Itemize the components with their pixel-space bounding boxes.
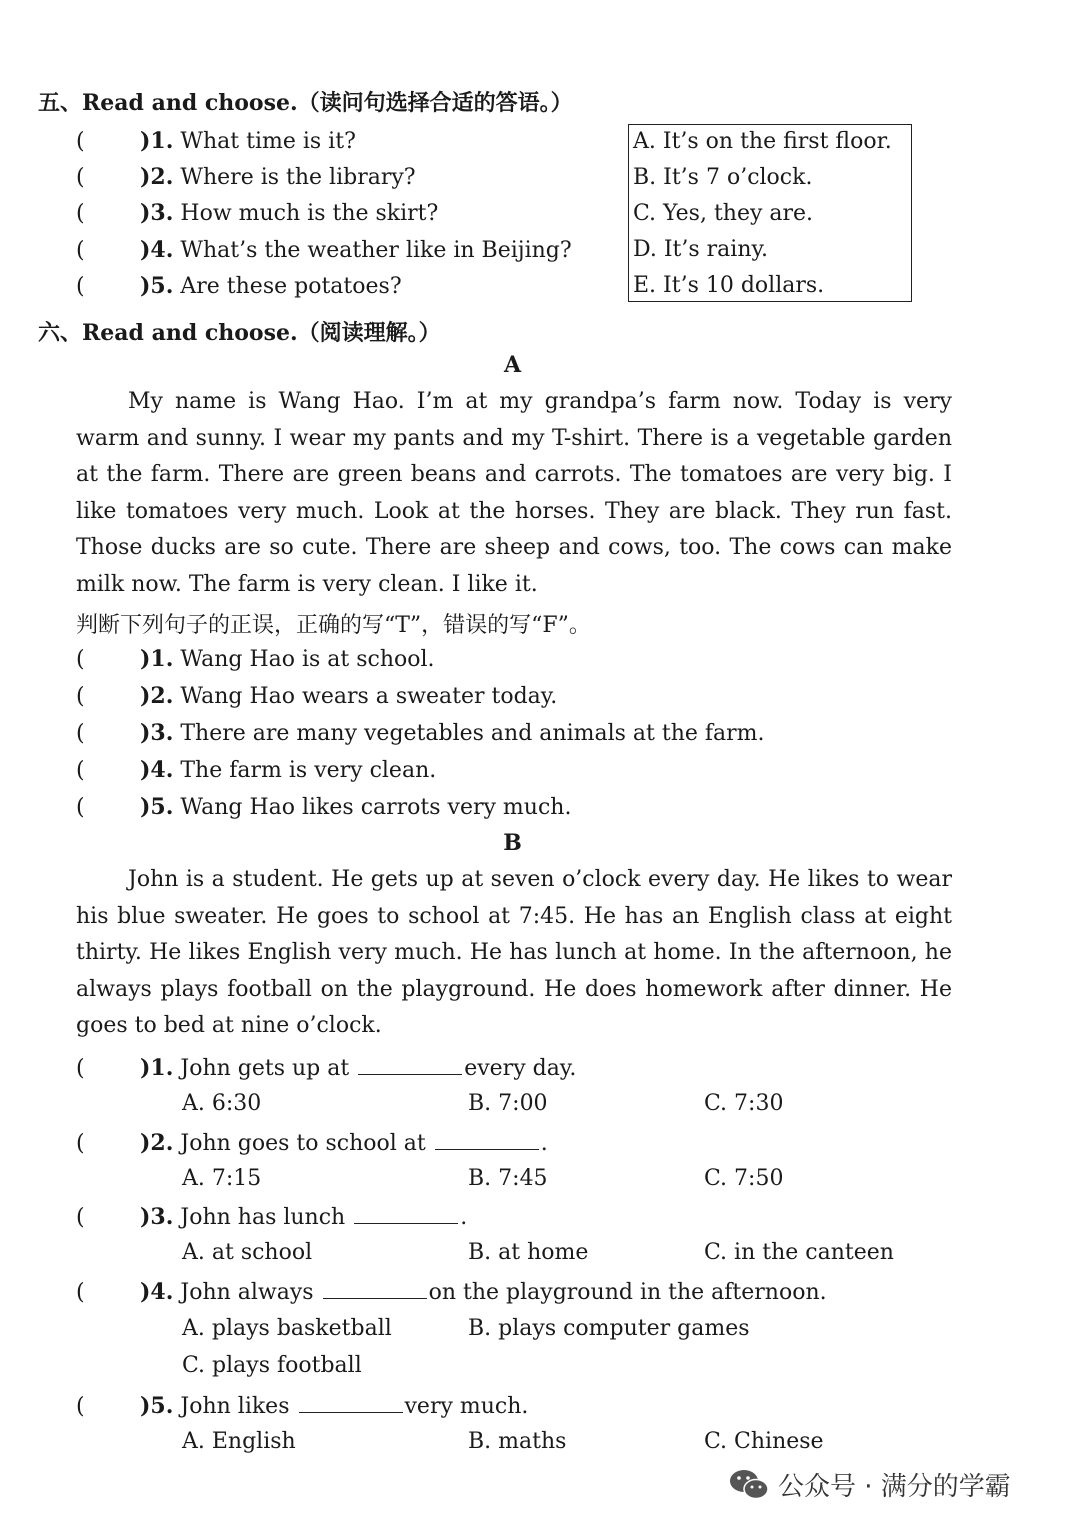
answer-option-b: B. It’s 7 o’clock.	[633, 165, 813, 190]
answer-blank	[358, 1052, 462, 1075]
answer-blank	[323, 1276, 427, 1299]
b4-choice-c: C. plays football	[182, 1353, 362, 1378]
b-question-4: ( )4. John always on the playground in the afternoon.	[76, 1276, 827, 1306]
answer-option-c: C. Yes, they are.	[633, 201, 814, 226]
b2-choice-c: C. 7:50	[704, 1166, 784, 1191]
s5-question-5: ( )5. Are these potatoes?	[76, 273, 402, 299]
a-question-3: ( )3. There are many vegetables and animals at the farm.	[76, 720, 765, 746]
b5-choice-c: C. Chinese	[704, 1429, 824, 1454]
wechat-icon	[728, 1467, 770, 1503]
a-question-5: ( )5. Wang Hao likes carrots very much.	[76, 794, 572, 820]
s5-question-4: ( )4. What’s the weather like in Beijing?	[76, 237, 572, 263]
s5-question-3: ( )3. How much is the skirt?	[76, 200, 439, 226]
b2-choice-a: A. 7:15	[182, 1166, 262, 1191]
answer-option-d: D. It’s rainy.	[633, 237, 768, 262]
answer-options-box	[628, 124, 912, 302]
answer-blank	[435, 1127, 539, 1150]
b-question-3: ( )3. John has lunch .	[76, 1201, 467, 1231]
b5-choice-b: B. maths	[468, 1429, 567, 1454]
answer-option-a: A. It’s on the first floor.	[633, 129, 892, 154]
b4-choice-b: B. plays computer games	[468, 1316, 750, 1341]
section-6-title: 六、Read and choose.（阅读理解。）	[38, 320, 441, 346]
b-question-1: ( )1. John gets up at every day.	[76, 1052, 576, 1082]
a-question-4: ( )4. The farm is very clean.	[76, 757, 437, 783]
passage-b-text: John is a student. He gets up at seven o’clock every day. He likes to wear his blue sweater. He goes to school at 7:45. He has an English class at eight thirty. He likes English very much. He has lunch at home. In the afternoon, he always plays football on the playground. He does homework after dinner. He goes to bed at nine o’clock.	[76, 867, 952, 1039]
passage-b-label: B	[503, 830, 522, 856]
passage-a-instruction: 判断下列句子的正误，正确的写“T”，错误的写“F”。	[76, 613, 591, 638]
b1-choice-c: C. 7:30	[704, 1091, 784, 1116]
section-5-title: 五、Read and choose.（读问句选择合适的答语。）	[38, 90, 573, 116]
passage-a-label: A	[503, 352, 522, 378]
a-question-1: ( )1. Wang Hao is at school.	[76, 646, 435, 672]
b-question-5: ( )5. John likes very much.	[76, 1390, 528, 1420]
b1-choice-a: A. 6:30	[182, 1091, 262, 1116]
a-question-2: ( )2. Wang Hao wears a sweater today.	[76, 683, 558, 709]
b5-choice-a: A. English	[182, 1429, 296, 1454]
wechat-footer	[728, 1466, 1011, 1503]
b3-choice-a: A. at school	[182, 1240, 313, 1265]
b-question-2: ( )2. John goes to school at .	[76, 1127, 548, 1157]
b3-choice-b: B. at home	[468, 1240, 589, 1265]
passage-a-text: My name is Wang Hao. I’m at my grandpa’s farm now. Today is very warm and sunny. I wear my pants and my T-shirt. There is a vegetable garden at the farm. There are green beans and carrots. The tomatoes are very big. I like tomatoes very much. Look at the horses. They are black. They run fast. Those ducks are so cute. There are sheep and cows, too. The cows can make milk now. The farm is very clean. I like it.	[76, 389, 952, 597]
answer-blank	[354, 1201, 458, 1224]
answer-blank	[299, 1390, 403, 1413]
s5-question-2: ( )2. Where is the library?	[76, 164, 416, 190]
b1-choice-b: B. 7:00	[468, 1091, 548, 1116]
answer-option-e: E. It’s 10 dollars.	[633, 273, 825, 298]
footer-text: 公众号 · 满分的学霸	[778, 1472, 1011, 1502]
b4-choice-a: A. plays basketball	[182, 1316, 392, 1341]
b2-choice-b: B. 7:45	[468, 1166, 548, 1191]
b3-choice-c: C. in the canteen	[704, 1240, 894, 1265]
s5-question-1: ( )1. What time is it?	[76, 128, 356, 154]
